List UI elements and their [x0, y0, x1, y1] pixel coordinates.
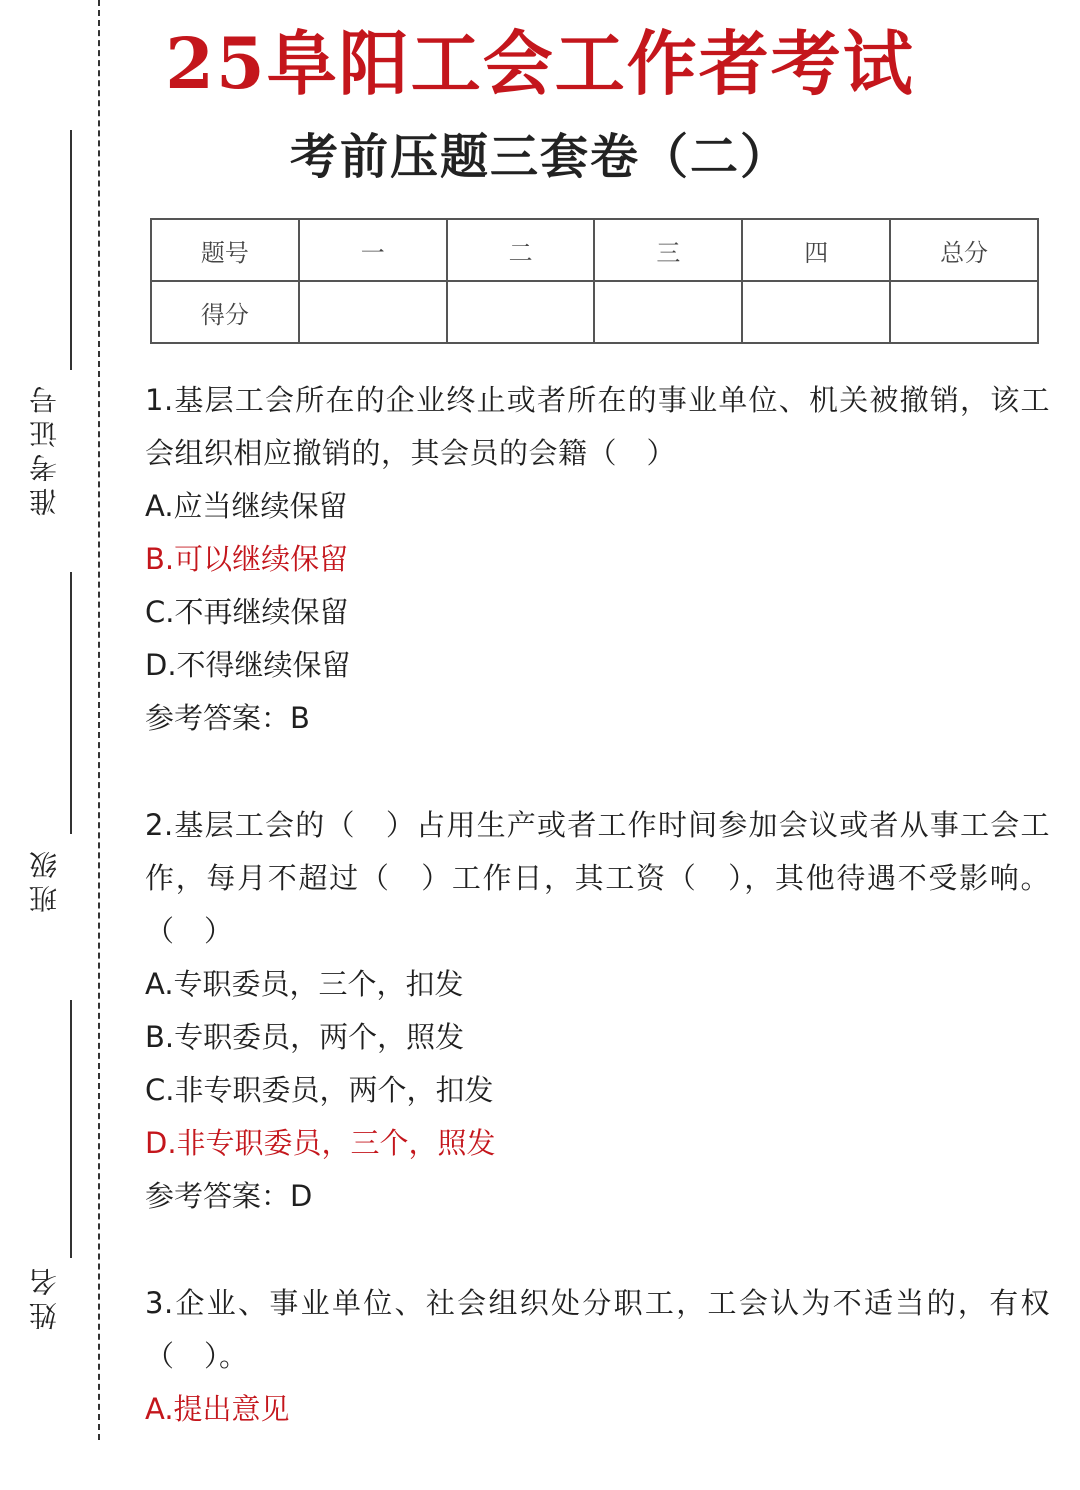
score-table-cell: 总分	[890, 219, 1038, 281]
margin-label-name: 姓名	[28, 1262, 61, 1330]
margin-label-exam-number: 准考证号	[28, 380, 61, 516]
option-a: A.专职委员，三个，扣发	[145, 967, 464, 1001]
option-c: C.非专职委员，两个，扣发	[145, 1073, 494, 1107]
question-1	[145, 374, 1050, 745]
score-table-cell: 四	[742, 219, 890, 281]
margin-line-class	[70, 572, 72, 834]
question-stem: 3.企业、事业单位、社会组织处分职工，工会认为不适当的，有权（ ）。	[145, 1286, 1050, 1373]
question-2	[145, 799, 1050, 1223]
option-d: D.不得继续保留	[145, 648, 351, 682]
score-table-cell: 得分	[151, 281, 299, 343]
option-d-correct: D.非专职委员，三个，照发	[145, 1126, 496, 1160]
question-stem: 2.基层工会的（ ）占用生产或者工作时间参加会议或者从事工会工作，每月不超过（ ）工作日，其工资（ ），其他待遇不受影响。（ ）	[145, 808, 1050, 948]
margin-line-name	[70, 1000, 72, 1258]
margin-label-class: 班级	[28, 845, 61, 913]
reference-answer: 参考答案：D	[145, 1179, 313, 1213]
question-3	[145, 1277, 1050, 1436]
option-c: C.不再继续保留	[145, 595, 349, 629]
score-table-cell: 题号	[151, 219, 299, 281]
score-table-cell: 一	[299, 219, 447, 281]
score-table	[150, 218, 1039, 344]
option-a-correct: A.提出意见	[145, 1392, 290, 1426]
option-b-correct: B.可以继续保留	[145, 542, 349, 576]
option-b: B.专职委员，两个，照发	[145, 1020, 465, 1054]
score-input-cell	[447, 281, 595, 343]
question-list	[145, 374, 1050, 1490]
score-input-cell	[742, 281, 890, 343]
question-stem: 1.基层工会所在的企业终止或者所在的事业单位、机关被撤销，该工会组织相应撤销的，其会员的会籍（ ）	[145, 383, 1050, 470]
score-input-cell	[299, 281, 447, 343]
binding-dashed-line	[98, 0, 100, 1440]
score-input-cell	[890, 281, 1038, 343]
page-subtitle: 考前压题三套卷（二）	[289, 129, 790, 185]
reference-answer: 参考答案：B	[145, 701, 310, 735]
score-table-cell: 三	[594, 219, 742, 281]
score-input-cell	[594, 281, 742, 343]
page-title: 25阜阳工会工作者考试	[165, 22, 915, 105]
score-table-cell: 二	[447, 219, 595, 281]
option-a: A.应当继续保留	[145, 489, 348, 523]
score-table-score-row	[151, 281, 1038, 343]
score-table-header-row	[151, 219, 1038, 281]
